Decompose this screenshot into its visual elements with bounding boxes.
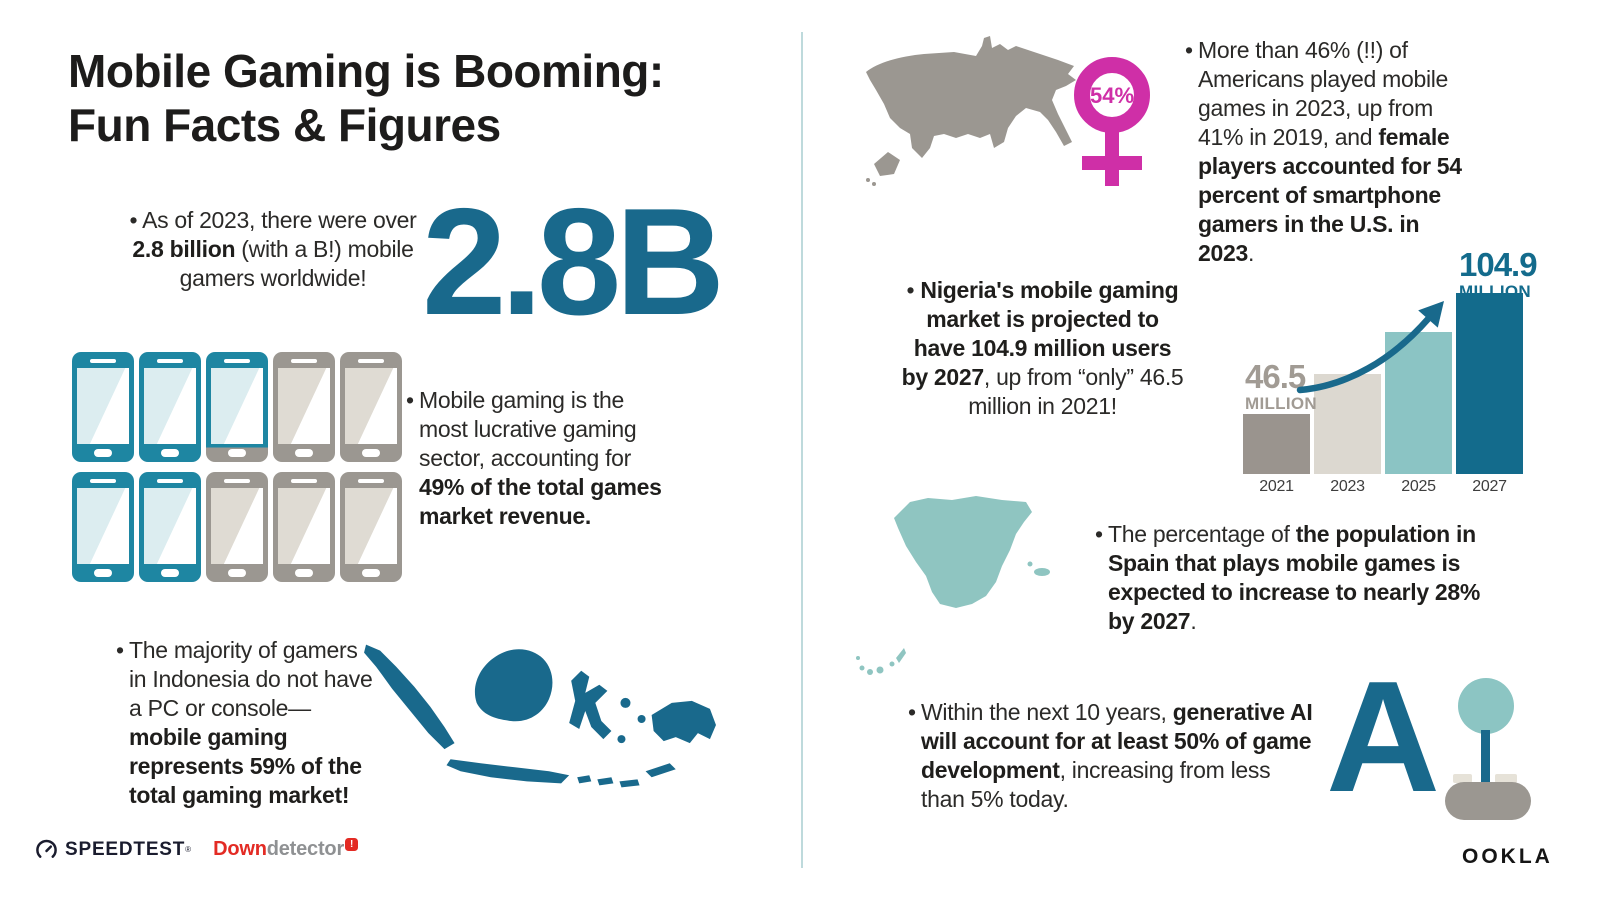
phone-home-button (94, 449, 112, 457)
phone-grid (72, 352, 402, 582)
phone-icon-gray (273, 352, 335, 462)
phone-icon-gray (340, 352, 402, 462)
fact-revenue-share (406, 386, 674, 531)
ookla-logo-text: OOKLA (1462, 845, 1553, 868)
bullet-glyph: • (406, 387, 414, 413)
phone-screen (278, 368, 330, 444)
phone-home-button (362, 569, 380, 577)
fact-nigeria (900, 276, 1185, 421)
ai-letter-a: A (1326, 649, 1441, 825)
phone-screen (345, 368, 397, 444)
phone-icon-gray (206, 472, 268, 582)
phone-screen (211, 488, 263, 564)
phone-screen (77, 368, 129, 444)
joystick-icon (1440, 668, 1545, 823)
fact-worldwide-text: As of 2023, there were over 2.8 billion (with a B!) mobile gamers worldwide! (132, 207, 417, 291)
phone-icon-gray (340, 472, 402, 582)
bullet-glyph: • (129, 207, 138, 233)
fact-nigeria-text: Nigeria's mobile gaming market is projected to have 104.9 million users by 2027, up from “only” 46.5 million in 2021! (901, 277, 1184, 419)
downdetector-logo (213, 838, 358, 861)
start-unit: MILLION (1245, 394, 1317, 413)
speedtest-gauge-icon (35, 838, 58, 861)
phone-screen (345, 488, 397, 564)
phone-screen (144, 488, 196, 564)
phone-speaker (157, 479, 183, 483)
phone-screen (211, 368, 263, 444)
bar-year-label: 2021 (1259, 478, 1294, 495)
fact-generative-ai (908, 698, 1316, 814)
bullet-glyph: • (1095, 521, 1103, 547)
phone-screen (77, 488, 129, 564)
phone-icon-partial (206, 352, 268, 462)
female-symbol-icon (1072, 50, 1152, 190)
phone-home-button (228, 569, 246, 577)
phone-home-button (295, 569, 313, 577)
end-unit: MILLION (1459, 282, 1531, 301)
fact-indonesia (116, 636, 378, 810)
fact-spain-text: The percentage of the population in Spain that plays mobile games is expected to increase to nearly 28% by 2027. (1108, 521, 1481, 634)
fact-indonesia-text: The majority of gamers in Indonesia do not have a PC or console—mobile gaming represents 59% of the total gaming market! (129, 637, 373, 808)
downdetector-down-text: Down (213, 838, 267, 860)
downdetector-alert-icon: ! (345, 838, 358, 851)
phone-speaker (358, 479, 384, 483)
fact-us-female (1185, 36, 1477, 268)
phone-speaker (157, 359, 183, 363)
big-stat-2-8b: 2.8B (422, 177, 720, 347)
bar-year-label: 2027 (1472, 478, 1507, 495)
speedtest-logo-text: SPEEDTEST (65, 838, 186, 860)
bar-year-label: 2025 (1401, 478, 1436, 495)
bullet-glyph: • (906, 277, 915, 303)
phone-screen (144, 368, 196, 444)
female-share-badge: 54% (1089, 83, 1135, 108)
phone-home-button (94, 569, 112, 577)
phone-home-button (161, 449, 179, 457)
phone-screen (278, 488, 330, 564)
end-value: 104.9 (1459, 246, 1537, 283)
phone-icon-teal (72, 352, 134, 462)
fact-worldwide-gamers (118, 206, 428, 293)
page-title (68, 44, 664, 153)
fact-spain (1095, 520, 1493, 636)
bullet-glyph: • (116, 637, 124, 663)
phone-icon-teal (72, 472, 134, 582)
bullet-glyph: • (1185, 37, 1193, 63)
spain-map-icon (852, 472, 1072, 690)
downdetector-detector-text: detector (266, 838, 345, 860)
start-value: 46.5 (1245, 358, 1306, 395)
center-divider (801, 32, 803, 868)
growth-arrow-icon (1292, 286, 1472, 404)
footer-logos (35, 838, 358, 861)
phone-icon-teal (139, 352, 201, 462)
phone-icon-gray (273, 472, 335, 582)
phone-home-button (228, 449, 246, 457)
phone-home-button (295, 449, 313, 457)
speedtest-trademark: ® (185, 845, 192, 854)
phone-speaker (90, 479, 116, 483)
fact-generative-ai-text: Within the next 10 years, generative AI will account for at least 50% of game development, increasing from less than 5% today. (921, 699, 1313, 812)
fact-us-female-text: More than 46% (!!) of Americans played mobile games in 2023, up from 41% in 2019, and female players accounted for 54 percent of smartphone gamers in the U.S. in 2023. (1198, 37, 1462, 266)
bullet-glyph: • (908, 699, 916, 725)
phone-speaker (358, 359, 384, 363)
bar-year-label: 2023 (1330, 478, 1365, 495)
bar-2021 (1243, 414, 1310, 474)
title-line-1: Mobile Gaming is Booming: (68, 45, 664, 97)
title-line-2: Fun Facts & Figures (68, 99, 501, 152)
indonesia-map-icon (356, 640, 720, 802)
phone-speaker (291, 479, 317, 483)
fact-revenue-text: Mobile gaming is the most lucrative gaming sector, accounting for 49% of the total games market revenue. (419, 387, 662, 529)
us-map-icon (858, 34, 1090, 196)
phone-speaker (291, 359, 317, 363)
phone-icon-teal (139, 472, 201, 582)
phone-speaker (224, 359, 250, 363)
phone-home-button (362, 449, 380, 457)
phone-home-button (161, 569, 179, 577)
bar-column (1243, 414, 1310, 500)
phone-speaker (90, 359, 116, 363)
phone-speaker (224, 479, 250, 483)
